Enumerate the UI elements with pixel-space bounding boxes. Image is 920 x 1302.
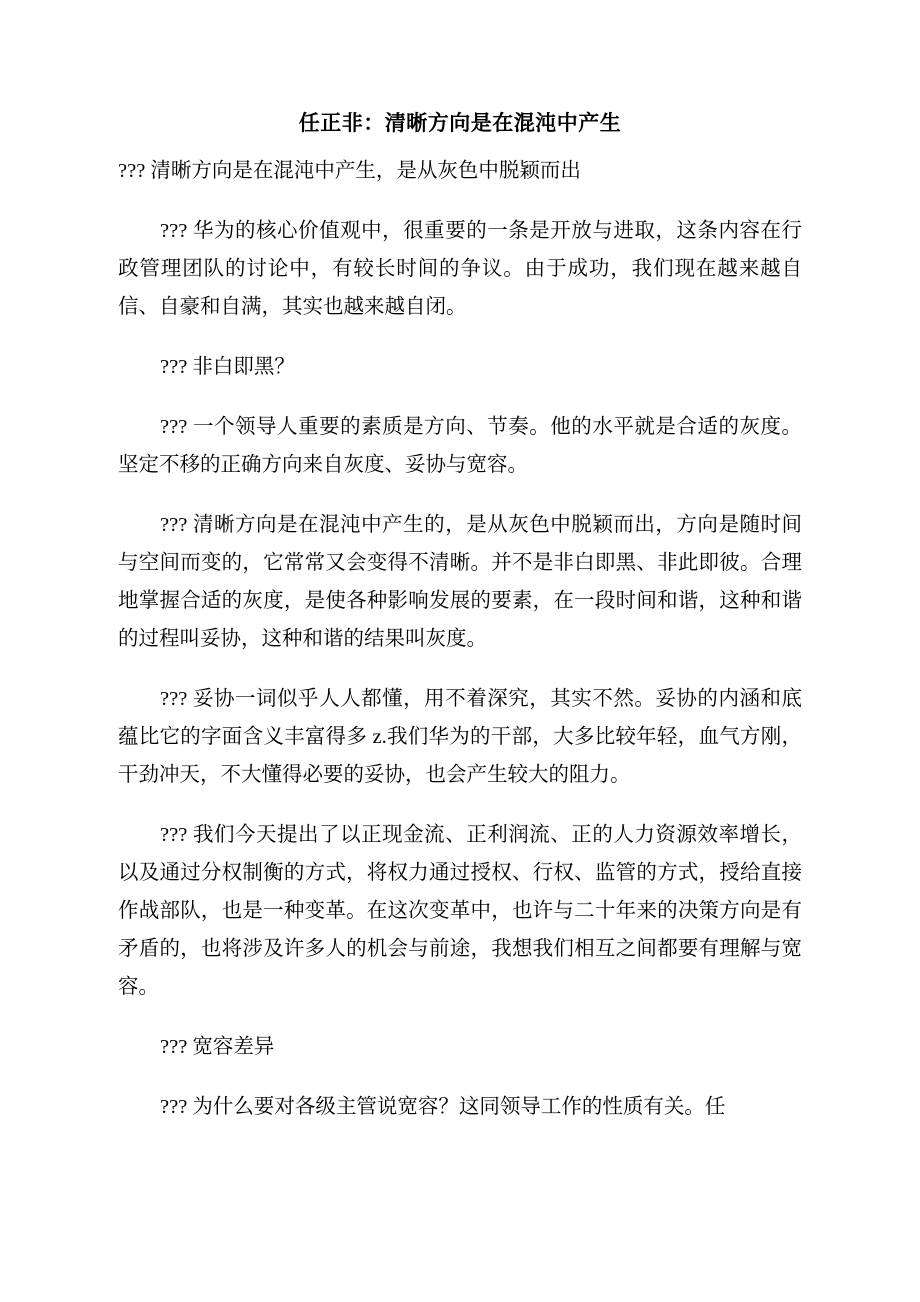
paragraph-body: ??? 一个领导人重要的素质是方向、节奏。他的水平就是合适的灰度。坚定不移的正确方向来自灰度、妥协与宽容。 — [118, 416, 802, 476]
paragraph-body: ??? 清晰方向是在混沌中产生的，是从灰色中脱颖而出，方向是随时间与空间而变的，它常常又会变得不清晰。并不是非白即黑、非此即彼。合理地掌握合适的灰度，是使各种影响发展的要素，在一段时间和谐，这种和谐的过程叫妥协，这种和谐的结果叫灰度。 — [118, 514, 802, 650]
paragraph-body: ??? 妥协一词似乎人人都懂，用不着深究，其实不然。妥协的内涵和底蕴比它的字面含义丰富得多 z.我们华为的干部，大多比较年轻，血气方刚，干劲冲天，不大懂得必要的妥协，也会产生较大的阻力。 — [118, 688, 802, 786]
paragraph-body: ??? 宽容差异 — [160, 1036, 275, 1058]
paragraph-body: ??? 我们今天提出了以正现金流、正利润流、正的人力资源效率增长，以及通过分权制衡的方式，将权力通过授权、行权、监管的方式，授给直接作战部队，也是一种变革。在这次变革中，也许与二十年来的决策方向是有矛盾的，也将涉及许多人的机会与前途，我想我们相互之间都要有理解与宽容。 — [118, 824, 802, 998]
page-title: 任正非：清晰方向是在混沌中产生 — [298, 111, 622, 135]
paragraph-body: ??? 华为的核心价值观中，很重要的一条是开放与进取，这条内容在行政管理团队的讨论中，有较长时间的争议。由于成功，我们现在越来越自信、自豪和自满，其实也越来越自闭。 — [118, 220, 802, 318]
paragraph-body: ??? 非白即黑？ — [160, 356, 295, 378]
paragraph-lead: ??? 清晰方向是在混沌中产生，是从灰色中脱颖而出 — [118, 160, 581, 182]
paragraph-body: ??? 为什么要对各级主管说宽容？这同领导工作的性质有关。任 — [160, 1096, 726, 1118]
